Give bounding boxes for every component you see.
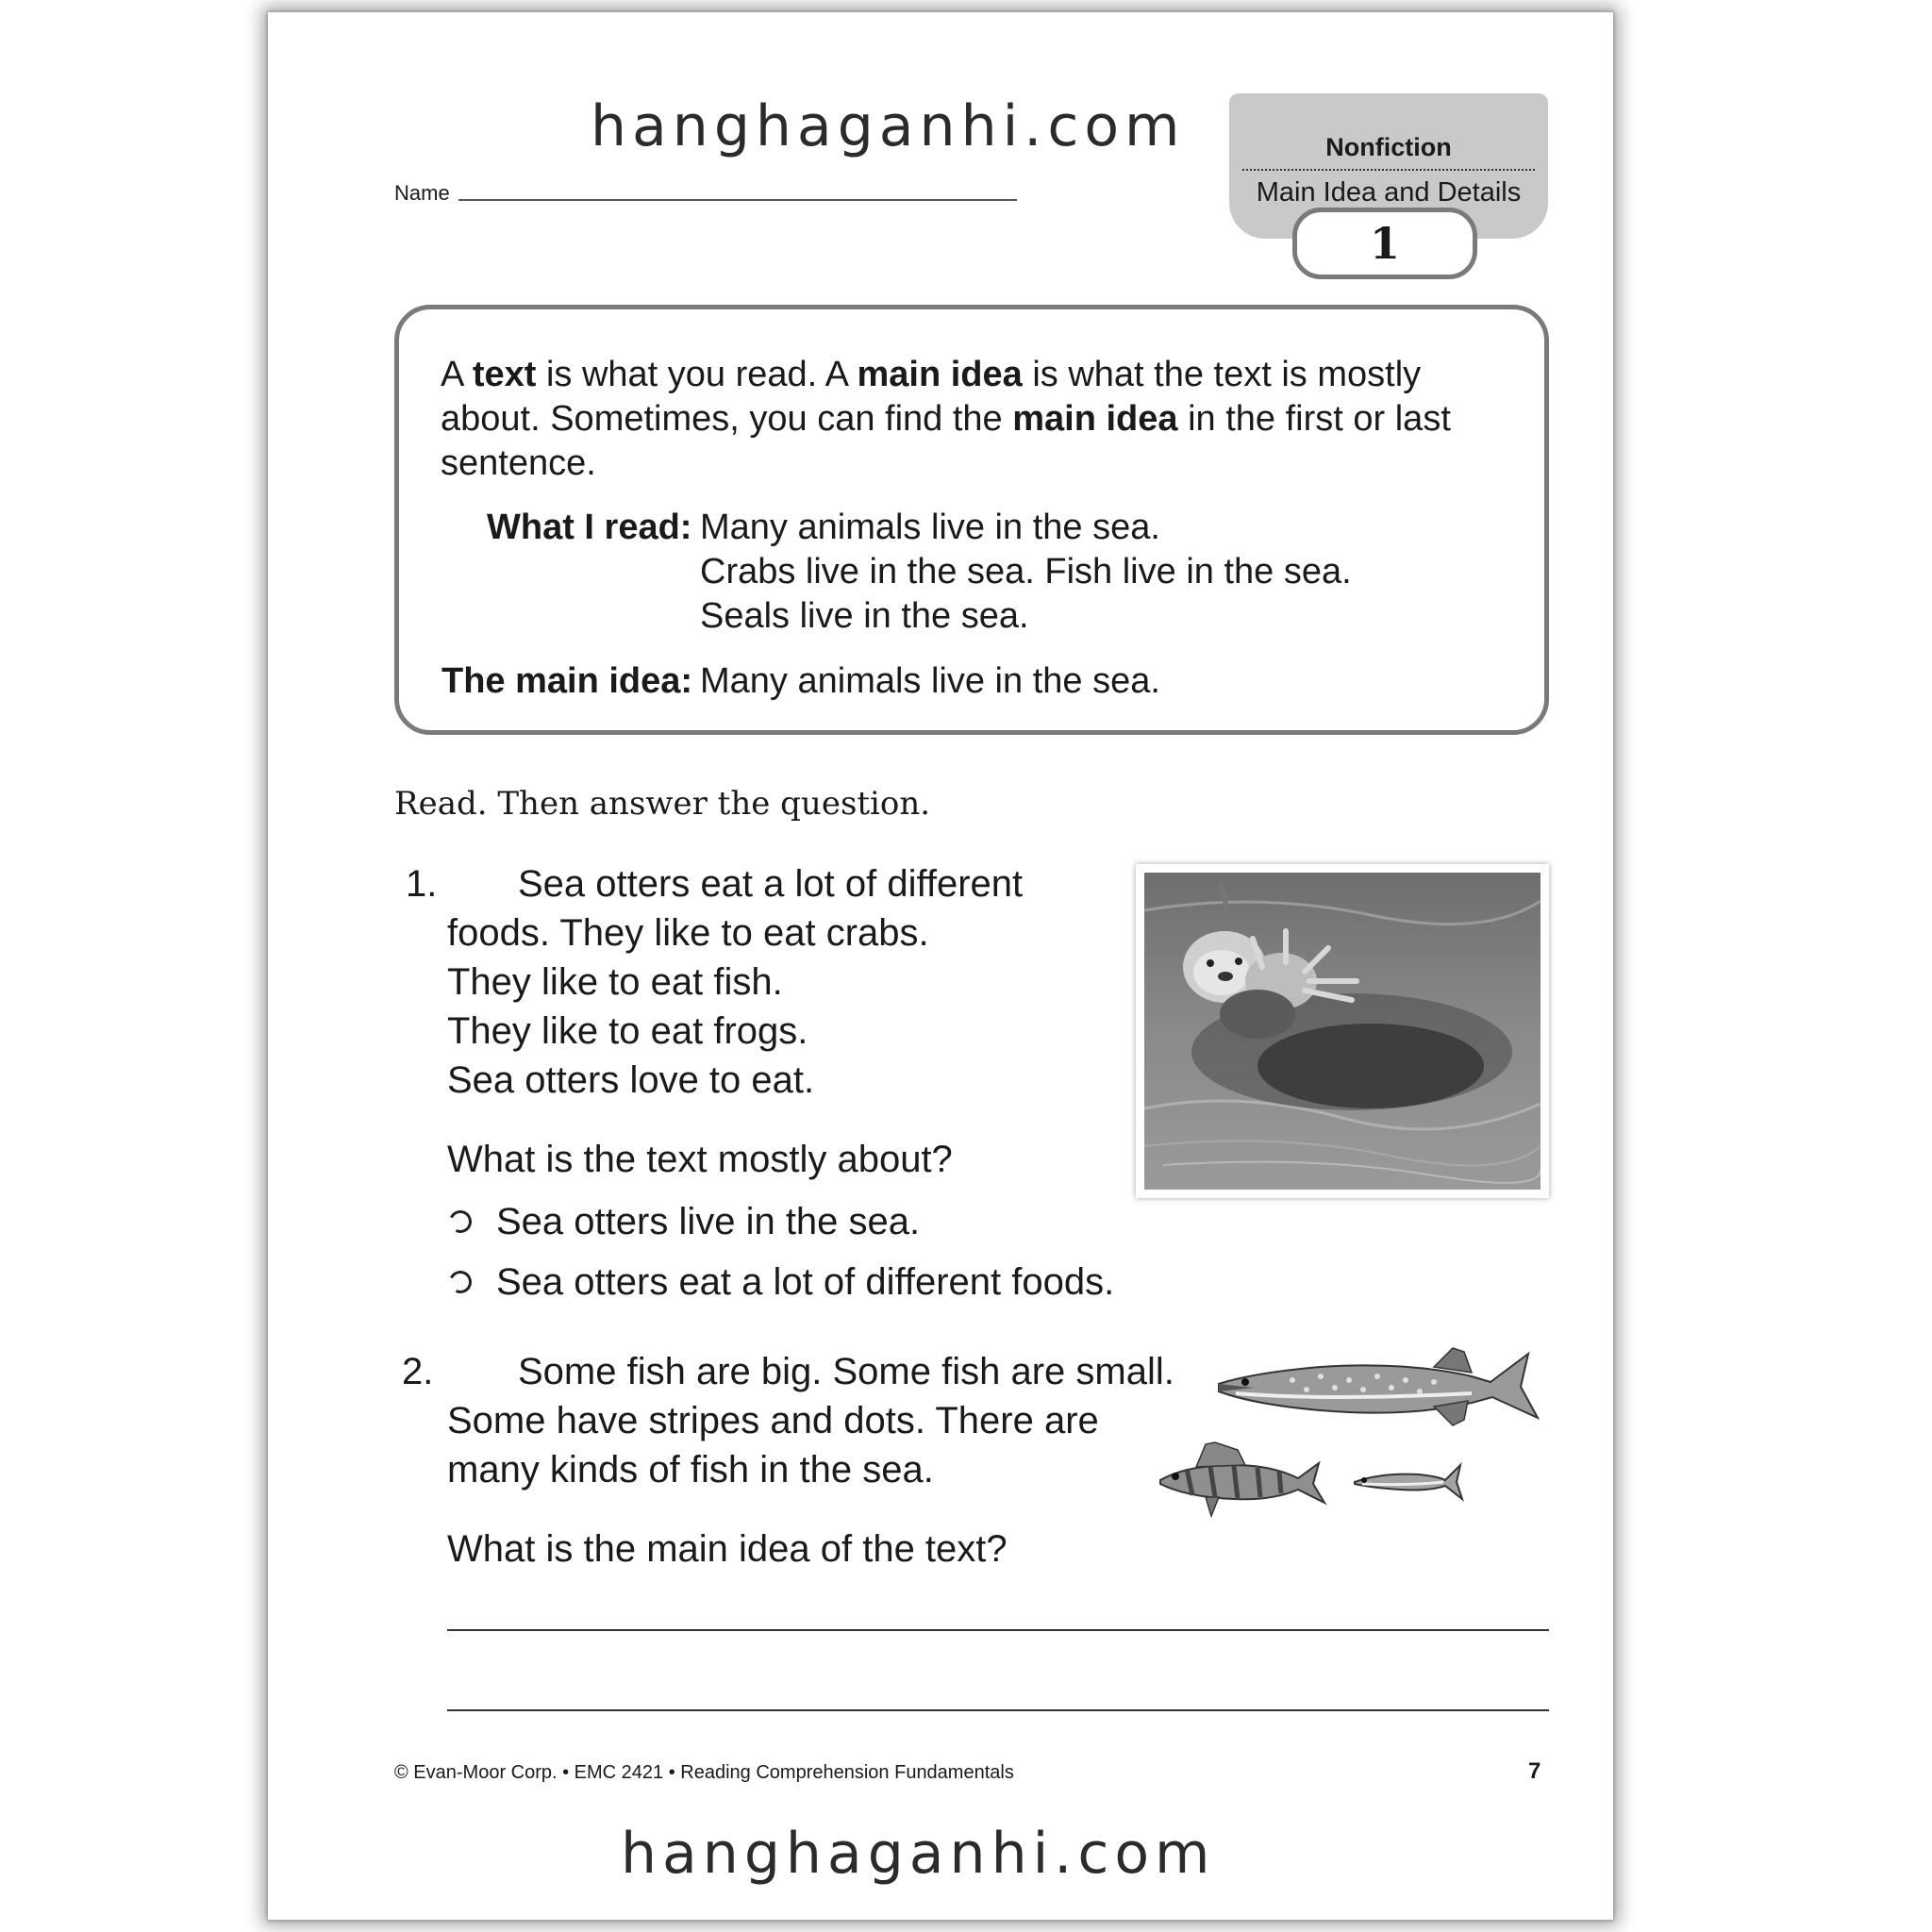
tag-divider bbox=[1242, 169, 1535, 171]
answer-line-1[interactable] bbox=[447, 1629, 1549, 1631]
pike-fish-illustration bbox=[1217, 1335, 1549, 1439]
q1-line-5: Sea otters love to eat. bbox=[447, 1059, 815, 1101]
q2-line-3: many kinds of fish in the sea. bbox=[447, 1449, 934, 1491]
watermark-top: hanghaganhi.com bbox=[591, 93, 1186, 159]
perch-fish-illustration bbox=[1158, 1441, 1328, 1522]
watermark-bottom: hanghaganhi.com bbox=[621, 1821, 1216, 1887]
tag-category: Nonfiction bbox=[1325, 133, 1452, 161]
q1-line-4: They like to eat frogs. bbox=[447, 1010, 808, 1052]
q2-line-1: Some fish are big. Some fish are small. bbox=[518, 1351, 1174, 1392]
small-fish-illustration bbox=[1353, 1456, 1466, 1507]
sea-otter-photo bbox=[1144, 873, 1541, 1190]
what-i-read-line-2: Crabs live in the sea. Fish live in the sea. bbox=[700, 552, 1352, 591]
q1-prompt: What is the text mostly about? bbox=[447, 1139, 953, 1180]
what-i-read-line-3: Seals live in the sea. bbox=[700, 596, 1029, 636]
q1-option-2[interactable]: Sea otters eat a lot of different foods. bbox=[496, 1261, 1115, 1303]
instructions: Read. Then answer the question. bbox=[394, 785, 931, 823]
q1-line-3: They like to eat fish. bbox=[447, 961, 783, 1003]
q1-option-2-radio[interactable] bbox=[446, 1268, 475, 1297]
q1-option-1[interactable]: Sea otters live in the sea. bbox=[496, 1201, 921, 1242]
intro-line-3: sentence. bbox=[441, 443, 596, 483]
main-idea-value: Many animals live in the sea. bbox=[700, 661, 1160, 701]
intro-line-2: about. Sometimes, you can find the main idea in the first or last bbox=[441, 399, 1451, 439]
answer-line-2[interactable] bbox=[447, 1709, 1549, 1711]
intro-line-1: A text is what you read. A main idea is what the text is mostly bbox=[441, 355, 1422, 394]
footer-copyright: © Evan-Moor Corp. • EMC 2421 • Reading Comprehension Fundamentals bbox=[394, 1762, 1014, 1783]
tag-skill: Main Idea and Details bbox=[1256, 177, 1522, 208]
what-i-read-line-1: Many animals live in the sea. bbox=[700, 508, 1160, 547]
q2-prompt: What is the main idea of the text? bbox=[447, 1528, 1008, 1570]
q2-number: 2. bbox=[402, 1351, 434, 1392]
worksheet-page bbox=[268, 12, 1613, 1920]
q1-number: 1. bbox=[406, 863, 438, 905]
q2-line-2: Some have stripes and dots. There are bbox=[447, 1400, 1099, 1441]
name-input-line[interactable] bbox=[458, 199, 1017, 201]
q1-line-1: Sea otters eat a lot of different bbox=[518, 863, 1024, 905]
page-number: 7 bbox=[1528, 1758, 1541, 1784]
what-i-read-label: What I read: bbox=[487, 508, 692, 547]
q1-line-2: foods. They like to eat crabs. bbox=[447, 912, 929, 954]
main-idea-label: The main idea: bbox=[441, 661, 693, 701]
q1-option-1-radio[interactable] bbox=[446, 1208, 475, 1237]
sea-otter-photo-frame bbox=[1136, 864, 1549, 1198]
tag-number: 1 bbox=[1292, 208, 1477, 279]
name-label: Name bbox=[394, 181, 450, 205]
